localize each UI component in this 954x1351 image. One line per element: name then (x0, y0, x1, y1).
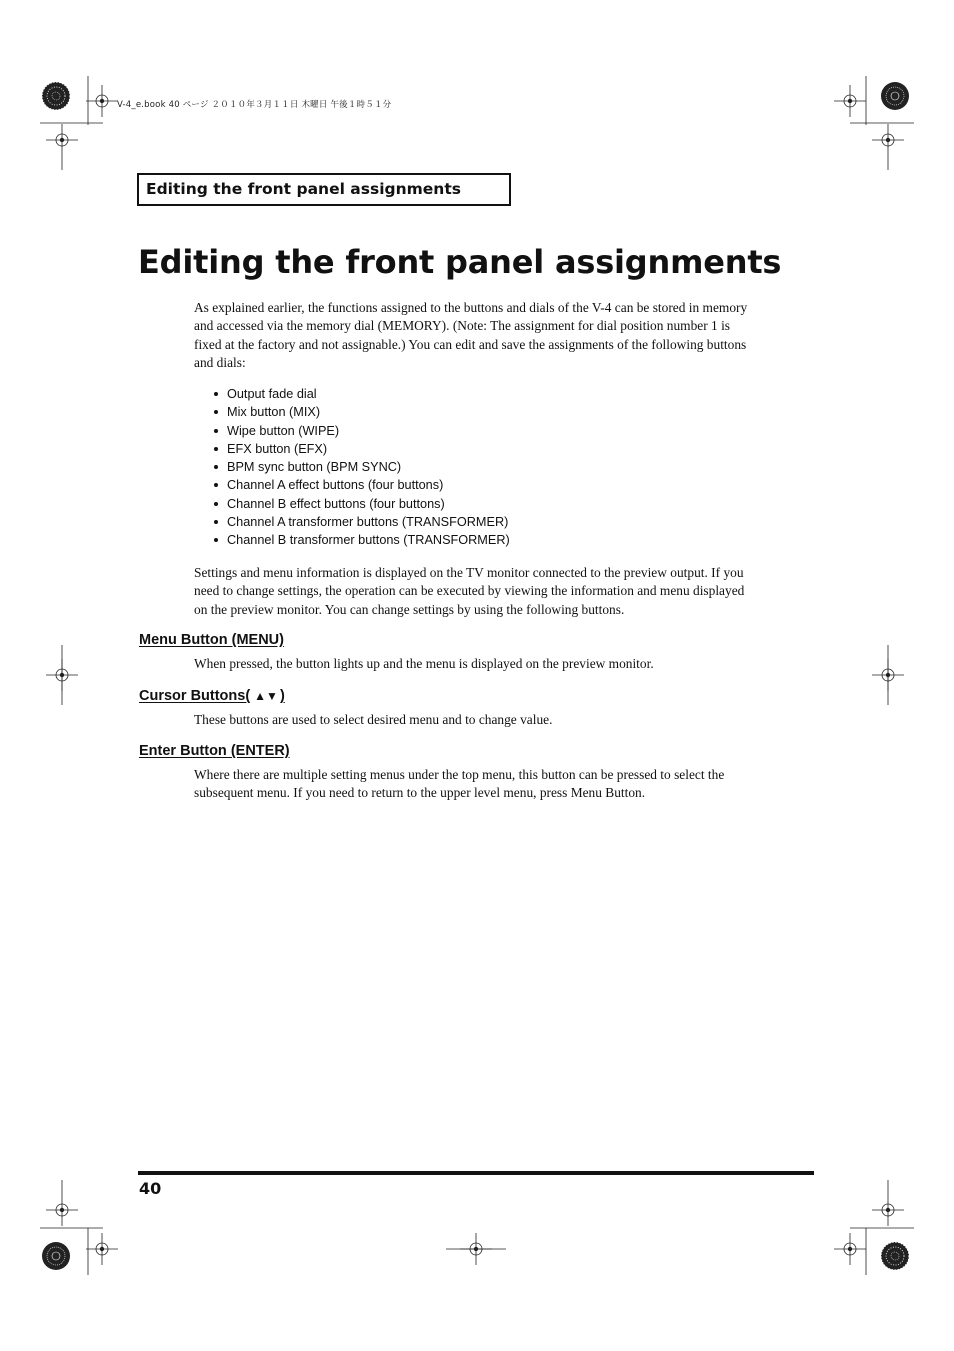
bullseye-mark (881, 82, 909, 110)
enter-button-description: Where there are multiple setting menus under the top menu, this button can be pressed to select the subsequent menu. If you need to return to the upper level menu, press Menu Button. (194, 767, 725, 801)
list-item: Wipe button (WIPE) (212, 422, 510, 440)
section-tab-label: Editing the front panel assignments (146, 180, 461, 198)
print-header: V-4_e.book 40 ページ ２０１０年３月１１日 木曜日 午後１時５１分 (117, 100, 392, 110)
crosshair-mark (86, 85, 118, 117)
cursor-buttons-heading (139, 688, 285, 704)
starburst-mark (881, 1242, 909, 1270)
list-item: Channel B transformer buttons (TRANSFORMER) (212, 531, 510, 549)
list-item: Output fade dial (212, 385, 510, 403)
page-title: Editing the front panel assignments (138, 243, 782, 281)
crosshair-mark (46, 1194, 78, 1226)
crosshair-mark (86, 1233, 118, 1265)
cursor-heading-prefix: Cursor Buttons( (139, 688, 251, 704)
list-item: Mix button (MIX) (212, 403, 510, 421)
crosshair-mark (872, 1194, 904, 1226)
crosshair-mark (834, 1233, 866, 1265)
list-item: EFX button (EFX) (212, 440, 510, 458)
cursor-buttons-description: These buttons are used to select desired menu and to change value. (194, 712, 553, 727)
crosshair-mark (46, 124, 78, 156)
starburst-mark (42, 82, 70, 110)
menu-button-description: When pressed, the button lights up and the menu is displayed on the preview monitor. (194, 656, 654, 671)
assignable-controls-list (212, 385, 510, 550)
bullseye-mark (42, 1242, 70, 1270)
menu-button-heading: Menu Button (MENU) (139, 632, 284, 648)
crosshair-mark (872, 124, 904, 156)
page-number: 40 (139, 1179, 162, 1198)
cursor-heading-suffix: ) (279, 688, 285, 704)
enter-button-heading: Enter Button (ENTER) (139, 743, 290, 759)
up-down-arrows-icon: ▲▼ (254, 689, 278, 703)
list-item: Channel A transformer buttons (TRANSFORMER) (212, 513, 510, 531)
section-tab (137, 173, 511, 206)
list-item: BPM sync button (BPM SYNC) (212, 458, 510, 476)
list-item: Channel A effect buttons (four buttons) (212, 476, 510, 494)
intro-paragraph: As explained earlier, the functions assigned to the buttons and dials of the V-4 can be stored in memory and accessed via the memory dial (MEMORY). (Note: The assignment for dial position number 1 is fixed at the factory and not assignable.) You can edit and save the assignments of the following buttons and dials: (194, 300, 748, 370)
crosshair-mark (834, 85, 866, 117)
list-item: Channel B effect buttons (four buttons) (212, 495, 510, 513)
settings-paragraph: Settings and menu information is displayed on the TV monitor connected to the preview output. If you need to change settings, the operation can be executed by viewing the information and menu displayed on the preview monitor. You can change settings by using the following buttons. (194, 565, 745, 617)
footer-rule (138, 1171, 814, 1175)
